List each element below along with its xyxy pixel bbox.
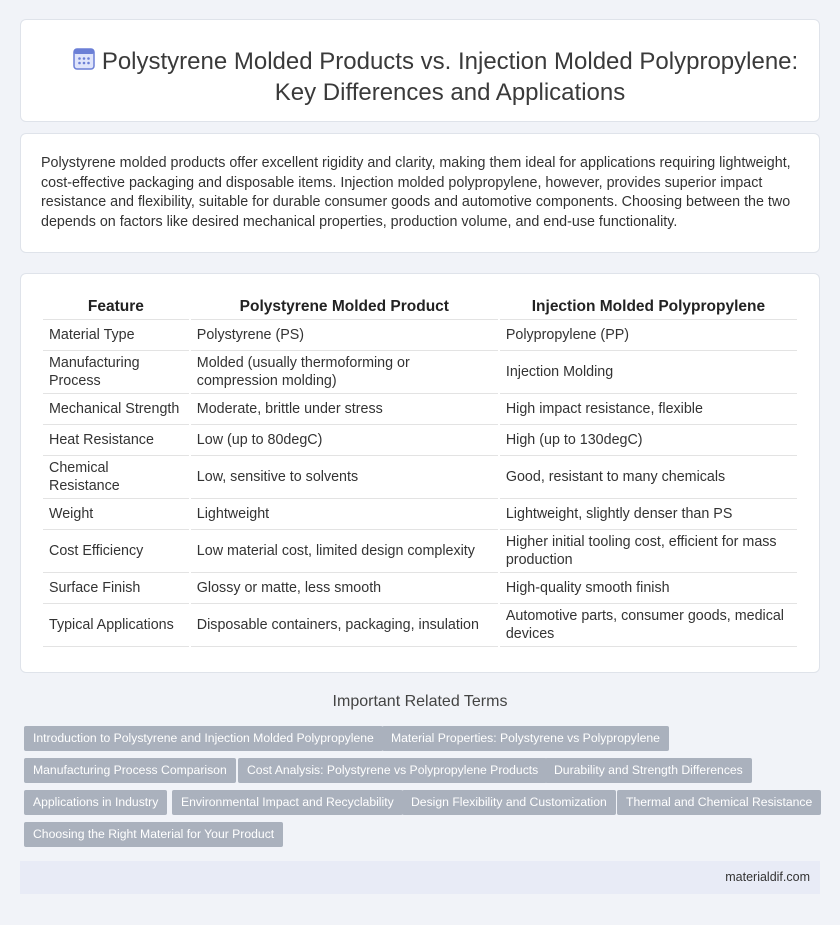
- related-term-tag[interactable]: Cost Analysis: Polystyrene vs Polypropylene Products: [238, 758, 547, 783]
- polystyrene-cell: Disposable containers, packaging, insulation: [191, 604, 498, 647]
- intro-card: [20, 133, 820, 253]
- site-name: materialdif.com: [725, 870, 810, 884]
- related-term-tag[interactable]: Design Flexibility and Customization: [402, 790, 616, 815]
- related-term-tag[interactable]: Introduction to Polystyrene and Injection Molded Polypropylene: [24, 726, 383, 751]
- page-title-line-2: Key Differences and Applications: [274, 79, 626, 106]
- feature-cell: Mechanical Strength: [43, 394, 189, 425]
- polypropylene-cell: Polypropylene (PP): [500, 320, 797, 351]
- feature-cell: Manufacturing Process: [43, 351, 189, 394]
- title-card: [20, 19, 820, 122]
- polypropylene-cell: Lightweight, slightly denser than PS: [500, 499, 797, 530]
- related-term-tag[interactable]: Thermal and Chemical Resistance: [617, 790, 821, 815]
- table-row: [43, 456, 797, 499]
- polypropylene-cell: Good, resistant to many chemicals: [500, 456, 797, 499]
- polypropylene-cell: High-quality smooth finish: [500, 573, 797, 604]
- polystyrene-cell: Low (up to 80degC): [191, 425, 498, 456]
- table-row: [43, 530, 797, 573]
- related-term-tag[interactable]: Applications in Industry: [24, 790, 167, 815]
- feature-cell: Cost Efficiency: [43, 530, 189, 573]
- feature-cell: Heat Resistance: [43, 425, 189, 456]
- polystyrene-cell: Molded (usually thermoforming or compression molding): [191, 351, 498, 394]
- polystyrene-cell: Low material cost, limited design complexity: [191, 530, 498, 573]
- feature-cell: Surface Finish: [43, 573, 189, 604]
- page-title-line-1: Polystyrene Molded Products vs. Injection Molded Polypropylene:: [101, 48, 799, 75]
- polypropylene-cell: Automotive parts, consumer goods, medical devices: [500, 604, 797, 647]
- table-row: [43, 425, 797, 456]
- related-term-tag[interactable]: Manufacturing Process Comparison: [24, 758, 236, 783]
- related-terms-heading: Important Related Terms: [332, 693, 508, 710]
- column-header-feature: Feature: [43, 294, 189, 320]
- polypropylene-cell: Higher initial tooling cost, efficient for mass production: [500, 530, 797, 573]
- column-header-polystyrene: Polystyrene Molded Product: [191, 294, 498, 320]
- polystyrene-cell: Glossy or matte, less smooth: [191, 573, 498, 604]
- document-grid-icon: [71, 47, 97, 71]
- table-header-row: [43, 294, 797, 320]
- polystyrene-cell: Low, sensitive to solvents: [191, 456, 498, 499]
- feature-cell: Chemical Resistance: [43, 456, 189, 499]
- table-row: [43, 351, 797, 394]
- comparison-card: [20, 273, 820, 673]
- related-term-tag[interactable]: Environmental Impact and Recyclability: [172, 790, 403, 815]
- feature-cell: Weight: [43, 499, 189, 530]
- related-term-tag[interactable]: Material Properties: Polystyrene vs Polypropylene: [382, 726, 669, 751]
- polystyrene-cell: Lightweight: [191, 499, 498, 530]
- polystyrene-cell: Moderate, brittle under stress: [191, 394, 498, 425]
- table-row: [43, 394, 797, 425]
- footer-bar: [20, 861, 820, 894]
- feature-cell: Typical Applications: [43, 604, 189, 647]
- column-header-polypropylene: Injection Molded Polypropylene: [500, 294, 797, 320]
- table-row: [43, 604, 797, 647]
- polypropylene-cell: Injection Molding: [500, 351, 797, 394]
- feature-cell: Material Type: [43, 320, 189, 351]
- related-term-tag[interactable]: Choosing the Right Material for Your Product: [24, 822, 283, 847]
- polypropylene-cell: High impact resistance, flexible: [500, 394, 797, 425]
- page-title: [101, 46, 799, 108]
- polystyrene-cell: Polystyrene (PS): [191, 320, 498, 351]
- table-row: [43, 573, 797, 604]
- related-term-tag[interactable]: Durability and Strength Differences: [545, 758, 752, 783]
- polypropylene-cell: High (up to 130degC): [500, 425, 797, 456]
- table-row: [43, 499, 797, 530]
- table-row: [43, 320, 797, 351]
- comparison-table: [41, 294, 799, 647]
- intro-paragraph: Polystyrene molded products offer excellent rigidity and clarity, making them ideal for applications requiring lightweight, cost-effective packaging and disposable items. Injection molded polypropylene, however, provides superior impact resistance and flexibility, suitable for durable consumer goods and automotive components. Choosing between the two depends on factors like desired mechanical properties, production volume, and end-use functionality.: [41, 155, 791, 230]
